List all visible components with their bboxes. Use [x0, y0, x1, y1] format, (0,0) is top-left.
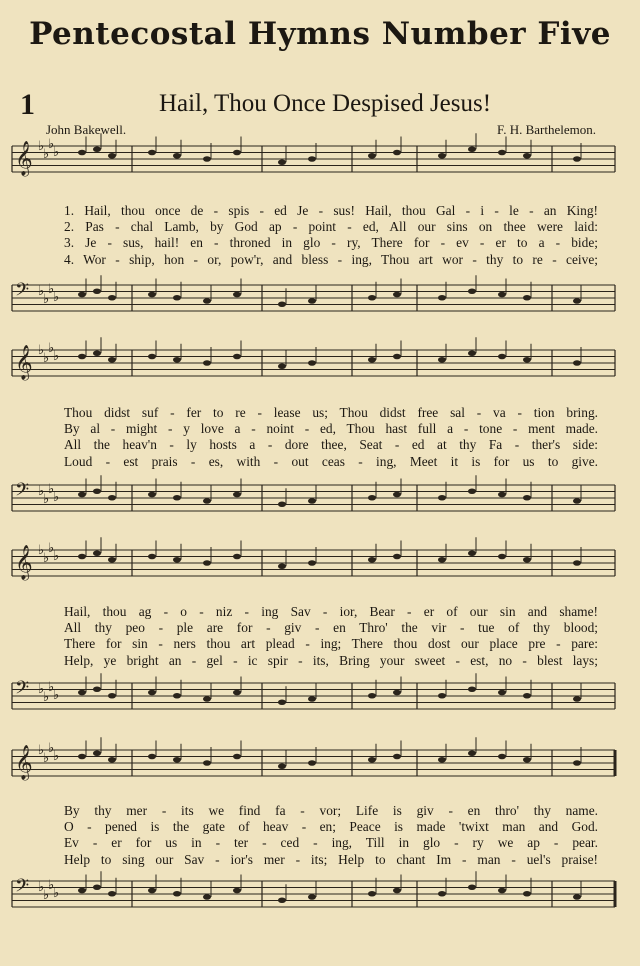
note-head	[523, 693, 531, 699]
flat-icon: ♭	[43, 291, 50, 306]
note-head	[78, 354, 86, 360]
note-head	[573, 498, 581, 504]
note-head	[203, 894, 211, 900]
note-head	[148, 690, 156, 696]
note-head	[393, 354, 401, 360]
note-head	[308, 156, 316, 162]
note-head	[278, 563, 286, 569]
note-head	[393, 690, 401, 696]
lyric-verse-4: Loud - est prais - es, with - out ceas - ing, Meet it is for us to give.	[64, 453, 598, 469]
note-head	[438, 693, 446, 699]
note-head	[148, 354, 156, 360]
note-head	[173, 557, 181, 563]
note-head	[203, 360, 211, 366]
note-head	[368, 357, 376, 363]
note-head	[468, 686, 476, 692]
note-head	[93, 550, 101, 556]
note-head	[368, 295, 376, 301]
note-head	[438, 295, 446, 301]
flat-icon: ♭	[38, 483, 45, 498]
lyricist-credit: John Bakewell.	[46, 122, 127, 137]
flat-icon: ♭	[48, 136, 55, 151]
lyrics-block	[64, 803, 598, 868]
flat-icon: ♭	[48, 281, 55, 296]
note-head	[368, 153, 376, 159]
note-head	[438, 557, 446, 563]
lyrics-block	[64, 203, 598, 268]
note-head	[468, 146, 476, 152]
note-head	[148, 150, 156, 156]
note-head	[393, 554, 401, 560]
bass-staff-graphic	[12, 876, 618, 907]
flat-icon: ♭	[53, 885, 60, 900]
flat-icon: ♭	[43, 750, 50, 765]
bass-staff-graphic	[12, 280, 618, 311]
lyric-verse-2: O - pened is the gate of heav - en; Peace is made 'twixt man and God.	[64, 819, 598, 835]
note-head	[308, 298, 316, 304]
flat-icon: ♭	[38, 681, 45, 696]
note-head	[468, 884, 476, 890]
note-head	[573, 760, 581, 766]
note-head	[203, 298, 211, 304]
note-head	[148, 754, 156, 760]
flat-icon: ♭	[38, 138, 45, 153]
bass-clef-icon: 𝄢	[15, 678, 30, 703]
note-head	[173, 495, 181, 501]
note-head	[233, 690, 241, 696]
note-head	[498, 690, 506, 696]
note-head	[93, 350, 101, 356]
note-head	[203, 760, 211, 766]
note-head	[498, 888, 506, 894]
note-head	[468, 350, 476, 356]
treble-staff-graphic	[12, 740, 618, 780]
note-head	[498, 492, 506, 498]
lyric-verse-4: Help, ye bright an - gel - ic spir - its, Bring your sweet - est, no - blest lays;	[64, 652, 598, 668]
flat-icon: ♭	[38, 879, 45, 894]
note-head	[108, 891, 116, 897]
flat-icon: ♭	[48, 540, 55, 555]
note-head	[523, 295, 531, 301]
flat-icon: ♭	[43, 491, 50, 506]
note-head	[393, 292, 401, 298]
flat-icon: ♭	[43, 887, 50, 902]
note-head	[308, 360, 316, 366]
note-head	[93, 686, 101, 692]
note-head	[93, 750, 101, 756]
lyric-verse-4: 4. Wor - ship, hon - or, pow'r, and bless - ing, Thou art wor - thy to re - ceive;	[64, 251, 598, 267]
note-head	[78, 492, 86, 498]
note-head	[108, 357, 116, 363]
flat-icon: ♭	[53, 548, 60, 563]
note-head	[368, 891, 376, 897]
treble-staff	[12, 340, 618, 380]
note-head	[573, 560, 581, 566]
note-head	[233, 150, 241, 156]
note-head	[278, 363, 286, 369]
lyric-verse-1: 1. Hail, thou once de - spis - ed Je - sus! Hail, thou Gal - i - le - an King!	[64, 203, 598, 218]
lyric-verse-1: By thy mer - its we find fa - vor; Life is giv - en thro' thy name.	[64, 803, 598, 818]
note-head	[468, 288, 476, 294]
note-head	[278, 763, 286, 769]
note-head	[573, 360, 581, 366]
note-head	[233, 492, 241, 498]
composer-credit: F. H. Barthelemon.	[497, 122, 596, 137]
note-head	[573, 696, 581, 702]
note-head	[308, 560, 316, 566]
note-head	[438, 357, 446, 363]
note-head	[148, 292, 156, 298]
note-head	[498, 554, 506, 560]
bass-staff-graphic	[12, 480, 618, 511]
lyrics-block	[64, 405, 598, 470]
bass-staff	[12, 480, 618, 511]
note-head	[173, 891, 181, 897]
note-head	[148, 554, 156, 560]
flat-icon: ♭	[43, 689, 50, 704]
note-head	[278, 501, 286, 507]
note-head	[148, 492, 156, 498]
flat-icon: ♭	[38, 542, 45, 557]
note-head	[498, 150, 506, 156]
lyric-verse-3: 3. Je - sus, hail! en - throned in glo - ry, There for - ev - er to a - bide;	[64, 235, 598, 251]
note-head	[573, 894, 581, 900]
note-head	[468, 550, 476, 556]
flat-icon: ♭	[48, 481, 55, 496]
note-head	[93, 288, 101, 294]
note-head	[438, 153, 446, 159]
note-head	[78, 554, 86, 560]
lyric-verse-3: There for sin - ners thou art plead - ing; There thou dost our place pre - pare:	[64, 636, 598, 652]
note-head	[233, 754, 241, 760]
note-head	[173, 693, 181, 699]
lyric-verse-3: Ev - er for us in - ter - ced - ing, Till in glo - ry we ap - pear.	[64, 835, 598, 851]
treble-staff-graphic	[12, 340, 618, 380]
note-head	[393, 754, 401, 760]
note-head	[523, 495, 531, 501]
book-title: Pentecostal Hymns Number Five	[29, 16, 611, 52]
treble-staff	[12, 740, 618, 780]
flat-icon: ♭	[53, 687, 60, 702]
note-head	[93, 146, 101, 152]
note-head	[523, 891, 531, 897]
note-head	[278, 301, 286, 307]
note-head	[438, 495, 446, 501]
note-head	[368, 693, 376, 699]
note-head	[108, 495, 116, 501]
flat-icon: ♭	[48, 679, 55, 694]
flat-icon: ♭	[48, 340, 55, 355]
note-head	[108, 557, 116, 563]
note-head	[173, 295, 181, 301]
note-head	[78, 292, 86, 298]
lyric-verse-4: Help to sing our Sav - ior's mer - its; Help to chant Im - man - uel's praise!	[64, 851, 598, 867]
note-head	[278, 159, 286, 165]
note-head	[203, 156, 211, 162]
note-head	[308, 696, 316, 702]
note-head	[278, 699, 286, 705]
bass-clef-icon: 𝄢	[15, 876, 30, 901]
note-head	[78, 888, 86, 894]
note-head	[108, 693, 116, 699]
bass-clef-icon: 𝄢	[15, 480, 30, 505]
note-head	[308, 498, 316, 504]
note-head	[438, 891, 446, 897]
lyric-verse-3: All the heav'n - ly hosts a - dore thee, Seat - ed at thy Fa - ther's side:	[64, 437, 598, 453]
bass-staff-graphic	[12, 678, 618, 709]
treble-staff-graphic	[12, 540, 618, 580]
note-head	[93, 884, 101, 890]
note-head	[308, 894, 316, 900]
flat-icon: ♭	[53, 289, 60, 304]
note-head	[523, 557, 531, 563]
treble-clef-icon: 𝄞	[15, 545, 33, 580]
flat-icon: ♭	[43, 146, 50, 161]
note-head	[573, 298, 581, 304]
flat-icon: ♭	[48, 877, 55, 892]
flat-icon: ♭	[38, 283, 45, 298]
note-head	[108, 757, 116, 763]
note-head	[523, 153, 531, 159]
note-head	[203, 696, 211, 702]
note-head	[93, 488, 101, 494]
note-head	[233, 554, 241, 560]
note-head	[78, 754, 86, 760]
treble-clef-icon: 𝄞	[15, 345, 33, 380]
flat-icon: ♭	[38, 742, 45, 757]
note-head	[203, 560, 211, 566]
note-head	[233, 354, 241, 360]
lyric-verse-2: By al - might - y love a - noint - ed, Thou hast full a - tone - ment made.	[64, 421, 598, 437]
note-head	[498, 292, 506, 298]
treble-staff	[12, 136, 618, 176]
note-head	[523, 757, 531, 763]
note-head	[233, 888, 241, 894]
flat-icon: ♭	[43, 550, 50, 565]
note-head	[393, 150, 401, 156]
note-head	[108, 153, 116, 159]
note-head	[203, 498, 211, 504]
lyric-verse-2: 2. Pas - chal Lamb, by God ap - point - ed, All our sins on thee were laid:	[64, 219, 598, 235]
lyric-verse-1: Hail, thou ag - o - niz - ing Sav - ior, Bear - er of our sin and shame!	[64, 604, 598, 619]
note-head	[368, 557, 376, 563]
note-head	[368, 495, 376, 501]
treble-clef-icon: 𝄞	[15, 141, 33, 176]
treble-clef-icon: 𝄞	[15, 745, 33, 780]
note-head	[78, 150, 86, 156]
note-head	[498, 354, 506, 360]
flat-icon: ♭	[53, 489, 60, 504]
note-head	[498, 754, 506, 760]
bass-staff	[12, 876, 618, 907]
note-head	[78, 690, 86, 696]
note-head	[573, 156, 581, 162]
note-head	[173, 757, 181, 763]
flat-icon: ♭	[43, 350, 50, 365]
bass-staff	[12, 280, 618, 311]
note-head	[173, 153, 181, 159]
note-head	[438, 757, 446, 763]
bass-clef-icon: 𝄢	[15, 280, 30, 305]
treble-staff	[12, 540, 618, 580]
note-head	[278, 897, 286, 903]
bass-staff	[12, 678, 618, 709]
flat-icon: ♭	[53, 144, 60, 159]
note-head	[308, 760, 316, 766]
note-head	[148, 888, 156, 894]
flat-icon: ♭	[48, 740, 55, 755]
note-head	[393, 888, 401, 894]
note-head	[393, 492, 401, 498]
note-head	[233, 292, 241, 298]
hymn-number: 1	[20, 88, 35, 121]
treble-staff-graphic	[12, 136, 618, 176]
note-head	[108, 295, 116, 301]
note-head	[368, 757, 376, 763]
note-head	[468, 488, 476, 494]
flat-icon: ♭	[53, 348, 60, 363]
note-head	[523, 357, 531, 363]
lyrics-block	[64, 604, 598, 669]
note-head	[468, 750, 476, 756]
flat-icon: ♭	[38, 342, 45, 357]
lyric-verse-2: All thy peo - ple are for - giv - en Thro' the vir - tue of thy blood;	[64, 620, 598, 636]
lyric-verse-1: Thou didst suf - fer to re - lease us; Thou didst free sal - va - tion bring.	[64, 405, 598, 420]
note-head	[173, 357, 181, 363]
hymn-title: Hail, Thou Once Despised Jesus!	[158, 90, 492, 117]
flat-icon: ♭	[53, 748, 60, 763]
